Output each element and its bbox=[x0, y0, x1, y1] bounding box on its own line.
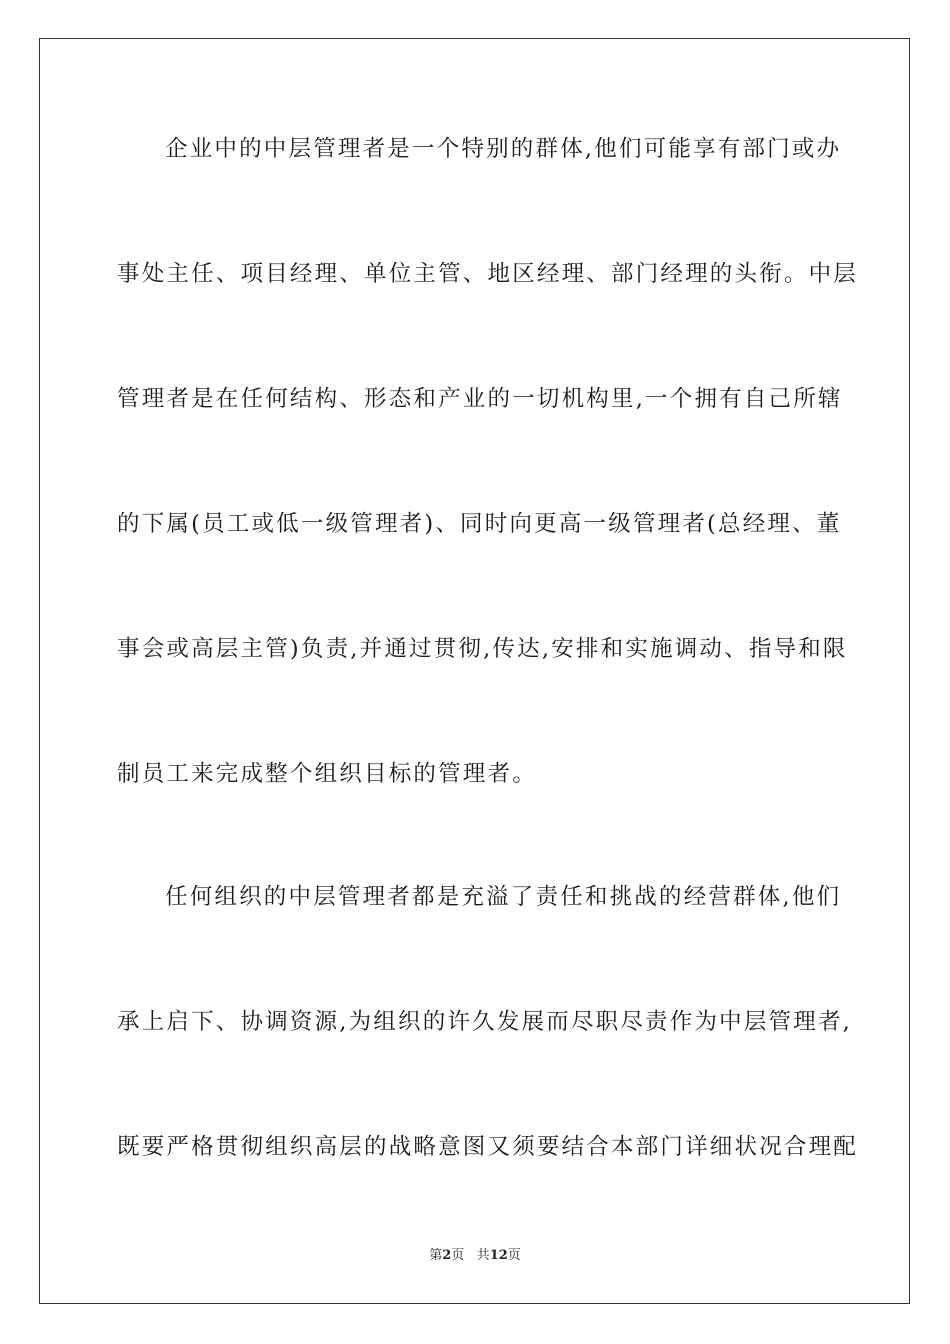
page-label-prefix: 第 bbox=[429, 1248, 443, 1263]
paragraph-2-line-2: 承上启下、协调资源,为组织的许久发展而尽职尽责作为中层管理者, bbox=[117, 1009, 853, 1035]
paragraph-2-line-3: 既要严格贯彻组织高层的战略意图又须要结合本部门详细状况合理配 bbox=[117, 1134, 859, 1160]
paragraph-1-line-3: 管理者是在任何结构、形态和产业的一切机构里,一个拥有自己所辖 bbox=[117, 386, 843, 412]
paragraph-2-line-1: 任何组织的中层管理者都是充溢了责任和挑战的经营群体,他们 bbox=[165, 884, 842, 910]
paragraph-1-line-1: 企业中的中层管理者是一个特别的群体,他们可能享有部门或办 bbox=[165, 136, 842, 162]
page-border bbox=[39, 38, 910, 1304]
paragraph-1-line-2: 事处主任、项目经理、单位主管、地区经理、部门经理的头衔。中层 bbox=[117, 261, 859, 287]
paragraph-1-line-6: 制员工来完成整个组织目标的管理者。 bbox=[117, 761, 537, 787]
total-pages: 12 bbox=[489, 1248, 508, 1263]
page-number: 2 bbox=[442, 1248, 452, 1263]
total-label-prefix: 共 bbox=[476, 1248, 490, 1263]
page-footer bbox=[0, 1247, 950, 1265]
total-label-suffix: 页 bbox=[507, 1248, 521, 1263]
page-label-suffix: 页 bbox=[451, 1248, 465, 1263]
paragraph-1-line-4: 的下属(员工或低一级管理者)、同时向更高一级管理者(总经理、董 bbox=[117, 511, 842, 537]
paragraph-1-line-5: 事会或高层主管)负责,并通过贯彻,传达,安排和实施调动、指导和限 bbox=[117, 636, 848, 662]
